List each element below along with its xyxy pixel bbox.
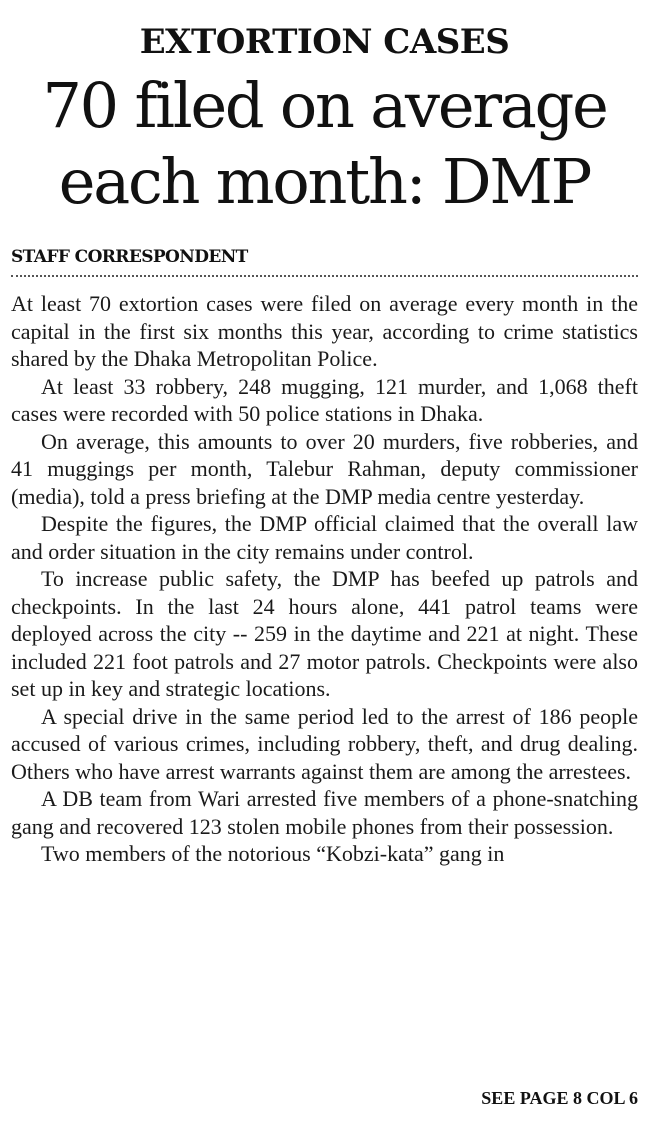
paragraph-1: At least 70 extortion cases were filed on average every month in the capital in the first six months this year, according to crime statistics shared by the Dhaka Metropolitan Police. — [11, 291, 638, 371]
article-body — [11, 290, 638, 868]
paragraph-6: A special drive in the same period led to the arrest of 186 people accused of various crimes, including robbery, theft, and drug dealing. Others who have arrest warrants against them are among the arrestees. — [11, 703, 638, 784]
byline: STAFF CORRESPONDENT — [11, 246, 638, 277]
paragraph-8: Two members of the notorious “Kobzi-kata” gang in — [41, 841, 505, 866]
paragraph-7: A DB team from Wari arrested five members of a phone-snatching gang and recovered 123 stolen mobile phones from their possession. — [11, 786, 638, 839]
paragraph-2: At least 33 robbery, 248 mugging, 121 murder, and 1,068 theft cases were recorded with 50 police stations in Dhaka. — [11, 373, 638, 426]
paragraph-3: On average, this amounts to over 20 murders, five robberies, and 41 muggings per month, Talebur Rahman, deputy commissioner (media), told a press briefing at the DMP media centre yesterday. — [11, 428, 638, 509]
kicker: EXTORTION CASES — [139, 22, 510, 62]
continuation-jump: SEE PAGE 8 COL 6 — [481, 1088, 638, 1108]
paragraph-4: Despite the figures, the DMP official claimed that the overall law and order situation in the city remains under control. — [11, 511, 638, 564]
news-article — [11, 0, 638, 1126]
headline: 70 filed on average each month: DMP — [42, 69, 607, 218]
paragraph-5: To increase public safety, the DMP has beefed up patrols and checkpoints. In the last 24 hours alone, 441 patrol teams were deployed across the city -- 259 in the daytime and 221 at night. These included 221 foot patrols and 27 motor patrols. Checkpoints were also set up in key and strategic locations. — [11, 566, 638, 701]
